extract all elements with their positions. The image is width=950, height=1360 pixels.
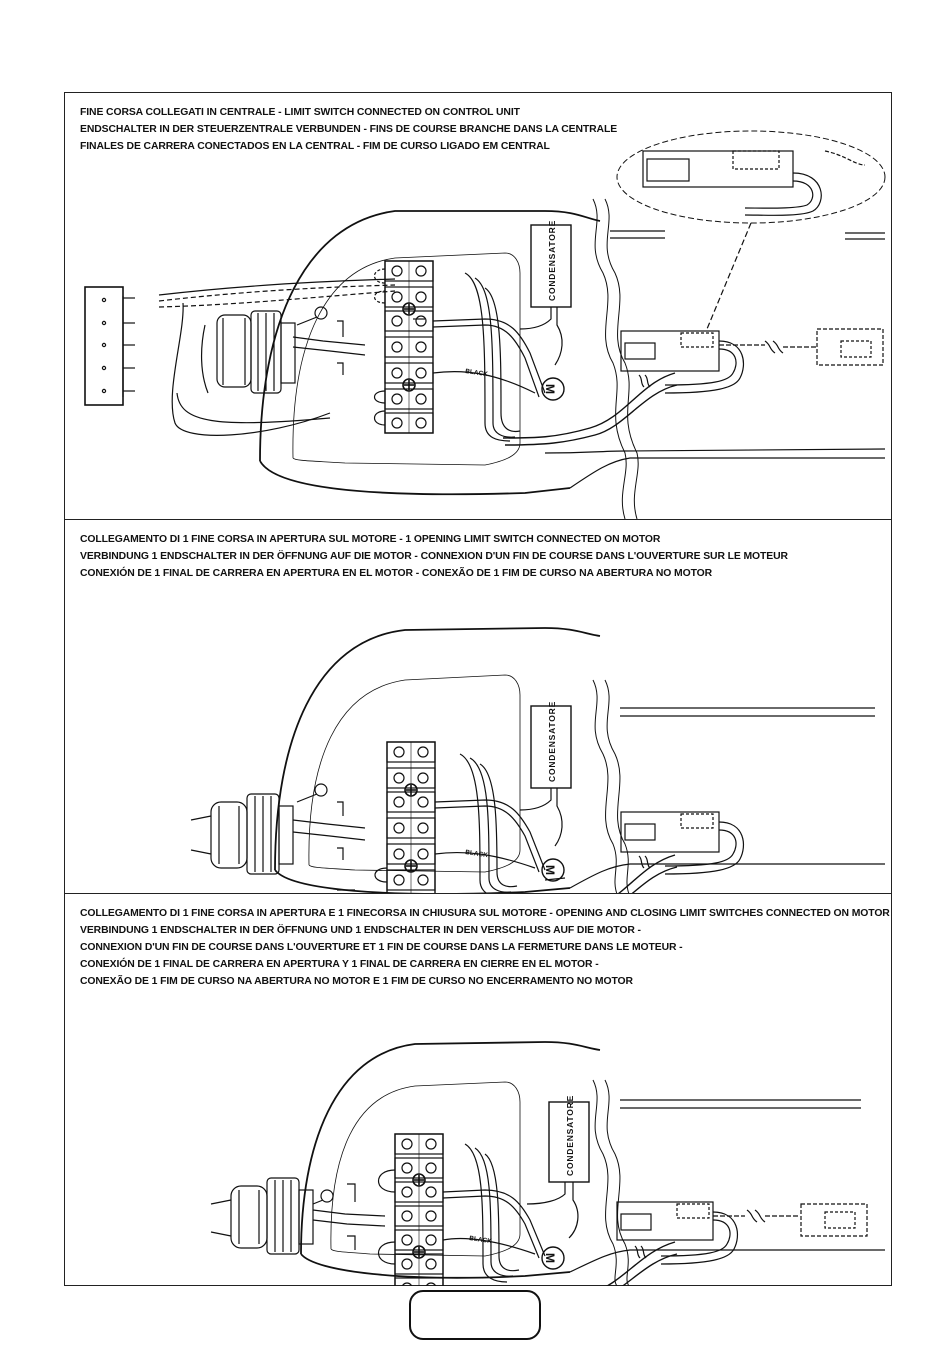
panel-control-unit-limit-switch [65, 93, 891, 519]
caption-line: VERBINDUNG 1 ENDSCHALTER IN DER ÖFFNUNG AUF DIE MOTOR - CONNEXION D'UN FIN DE COURSE DANS L'OUVERTURE SUR LE MOTEUR [80, 551, 788, 562]
caption-line: CONEXÃO DE 1 FIM DE CURSO NA ABERTURA NO MOTOR E 1 FIM DE CURSO NO ENCERRAMENTO NO MOTOR [80, 976, 633, 987]
panel-3-wiring-drawing [65, 894, 891, 1286]
caption-line: VERBINDUNG 1 ENDSCHALTER IN DER ÖFFNUNG UND 1 ENDSCHALTER IN DEN VERSCHLUSS AUF DIE MOTOR - [80, 925, 641, 936]
panel-1-wiring-drawing [65, 93, 891, 519]
terminal-block [375, 261, 434, 433]
black-wire-label: BLACK [464, 368, 489, 379]
diagram-frame [64, 92, 892, 1286]
terminal-block [379, 1134, 444, 1286]
motor-label: M [542, 865, 557, 875]
caption-line: FINALES DE CARRERA CONECTADOS EN LA CENTRAL - FIM DE CURSO LIGADO EM CENTRAL [80, 141, 550, 152]
page-number-tab [409, 1290, 541, 1340]
detail-inset [617, 131, 885, 223]
panel-opening-and-closing-limit-switches-on-motor [65, 893, 891, 1285]
capacitor-label: CONDENSATORE [565, 1094, 575, 1176]
motor-label: M [542, 384, 557, 394]
panel-opening-limit-switch-on-motor [65, 519, 891, 893]
black-wire-label: BLACK [468, 1235, 493, 1246]
panel-2-wiring-drawing [65, 520, 891, 894]
caption-line: COLLEGAMENTO DI 1 FINE CORSA IN APERTURA E 1 FINECORSA IN CHIUSURA SUL MOTORE - OPENING AND CLOSING LIMIT SWITCHES CONNECTED ON MOTOR [80, 908, 890, 919]
control-unit-connector [85, 287, 135, 405]
limit-switch-assembly [621, 812, 743, 874]
limit-switch-assembly [617, 1202, 867, 1264]
caption-line: CONEXIÓN DE 1 FINAL DE CARRERA EN APERTURA EN EL MOTOR - CONEXÃO DE 1 FIM DE CURSO NA ABERTURA NO MOTOR [80, 568, 713, 579]
cable-gland [202, 311, 295, 393]
caption-line: CONEXIÓN DE 1 FINAL DE CARRERA EN APERTURA Y 1 FINAL DE CARRERA EN CIERRE EN EL MOTOR - [80, 959, 599, 970]
caption-line: FINE CORSA COLLEGATI IN CENTRALE - LIMIT SWITCH CONNECTED ON CONTROL UNIT [80, 107, 520, 118]
capacitor-label: CONDENSATORE [547, 700, 557, 782]
capacitor-label: CONDENSATORE [547, 219, 557, 301]
black-wire-label: BLACK [464, 849, 489, 860]
limit-switch-assembly [621, 329, 883, 393]
caption-line: COLLEGAMENTO DI 1 FINE CORSA IN APERTURA SUL MOTORE - 1 OPENING LIMIT SWITCH CONNECTED ON MOTOR [80, 534, 661, 545]
caption-line: CONNEXION D'UN FIN DE COURSE DANS L'OUVERTURE ET 1 FIN DE COURSE DANS LA FERMETURE DANS LE MOTEUR - [80, 942, 683, 953]
caption-line: ENDSCHALTER IN DER STEUERZENTRALE VERBUNDEN - FINS DE COURSE BRANCHE DANS LA CENTRALE [80, 124, 618, 135]
motor-label: M [542, 1253, 557, 1263]
